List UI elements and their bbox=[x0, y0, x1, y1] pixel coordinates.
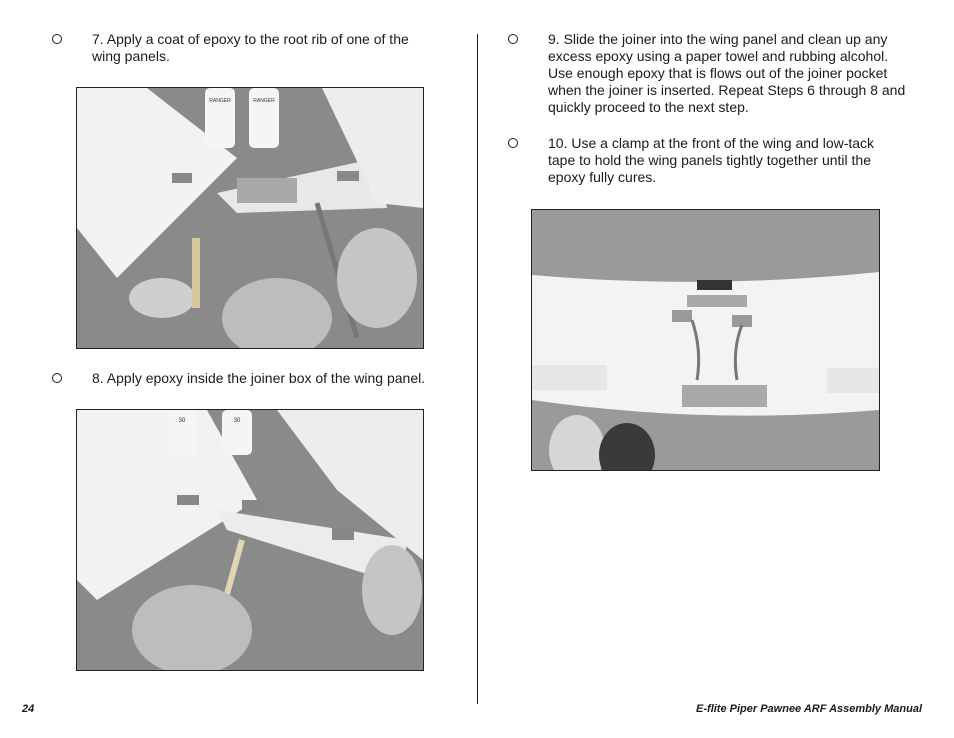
photo2-bottle-label-1: 30 bbox=[178, 418, 186, 424]
photo-epoxy-root-rib bbox=[76, 87, 424, 349]
manual-title: E-flite Piper Pawnee ARF Assembly Manual bbox=[696, 703, 922, 715]
photo-clamped-wing bbox=[531, 209, 880, 471]
page-number: 24 bbox=[22, 703, 35, 715]
step-10-text: 10. Use a clamp at the front of the wing and low-tack tape to hold the wing panels tightly together until the epoxy fully cures. bbox=[548, 135, 875, 185]
photo-epoxy-joiner-box bbox=[76, 409, 424, 671]
checkbox-circle-icon bbox=[52, 373, 62, 383]
step-7-text: 7. Apply a coat of epoxy to the root rib of one of the wing panels. bbox=[92, 31, 409, 64]
step-8-text: 8. Apply epoxy inside the joiner box of the wing panel. bbox=[92, 370, 426, 386]
column-divider bbox=[477, 34, 478, 704]
checkbox-circle-icon bbox=[52, 34, 62, 44]
step-9-text: 9. Slide the joiner into the wing panel and clean up any excess epoxy using a paper towel and rubbing alcohol. Use enough epoxy that is flows out of the joiner pocket when the joiner is inserted. Repeat Steps 6 through 8 and quickly proceed to the next step. bbox=[548, 31, 906, 115]
photo1-bottle-label-1: RANGER bbox=[209, 98, 231, 104]
photo1-bottle-label-2: RANGER bbox=[253, 98, 275, 104]
photo2-bottle-label-2: 30 bbox=[233, 418, 241, 424]
checkbox-circle-icon bbox=[508, 34, 518, 44]
checkbox-circle-icon bbox=[508, 138, 518, 148]
